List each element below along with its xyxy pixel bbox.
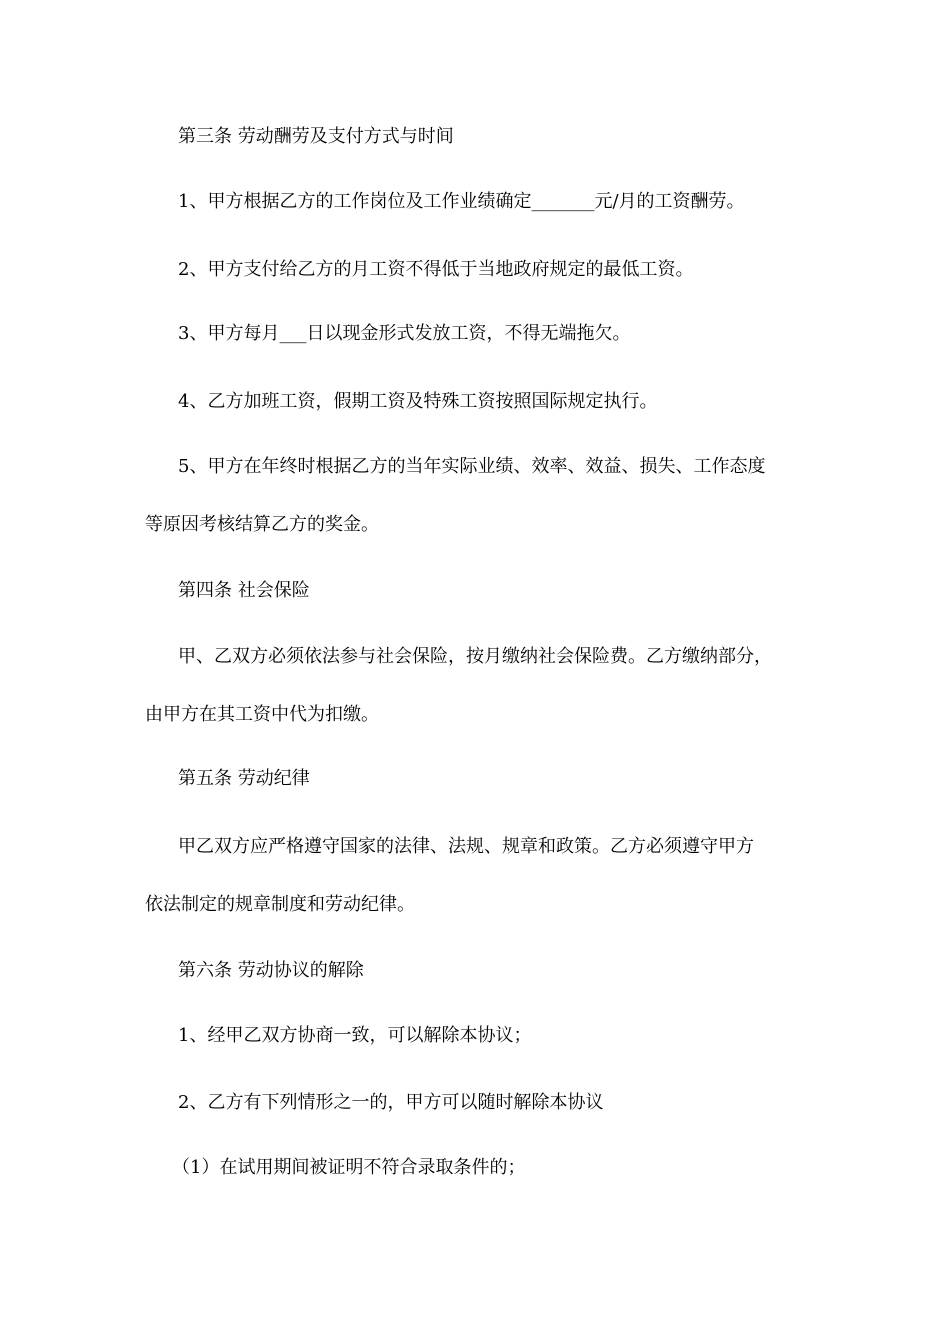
article-5-line-2: 依法制定的规章制度和劳动纪律。 bbox=[145, 894, 415, 915]
article-3-item-5-line-1: 5、甲方在年终时根据乙方的当年实际业绩、效率、效益、损失、工作态度 bbox=[178, 456, 766, 477]
article-4-line-2: 由甲方在其工资中代为扣缴。 bbox=[145, 704, 379, 725]
article-3-item-4: 4、乙方加班工资，假期工资及特殊工资按照国际规定执行。 bbox=[178, 391, 658, 412]
article-6-sub-item-1: （1）在试用期间被证明不符合录取条件的； bbox=[172, 1157, 526, 1178]
article-3-item-2: 2、甲方支付给乙方的月工资不得低于当地政府规定的最低工资。 bbox=[178, 259, 694, 280]
article-6-item-2: 2、乙方有下列情形之一的，甲方可以随时解除本协议 bbox=[178, 1092, 604, 1113]
article-4-line-1: 甲、乙双方必须依法参与社会保险，按月缴纳社会保险费。乙方缴纳部分， bbox=[178, 646, 772, 667]
article-5-heading: 第五条 劳动纪律 bbox=[178, 768, 310, 789]
article-3-heading: 第三条 劳动酬劳及支付方式与时间 bbox=[178, 126, 454, 147]
article-5-line-1: 甲乙双方应严格遵守国家的法律、法规、规章和政策。乙方必须遵守甲方 bbox=[178, 836, 754, 857]
article-3-item-3: 3、甲方每月___日以现金形式发放工资，不得无端拖欠。 bbox=[178, 323, 631, 344]
article-3-item-1: 1、甲方根据乙方的工作岗位及工作业绩确定_______元/月的工资酬劳。 bbox=[178, 191, 745, 212]
article-6-item-1: 1、经甲乙双方协商一致，可以解除本协议； bbox=[178, 1025, 532, 1046]
article-6-heading: 第六条 劳动协议的解除 bbox=[178, 960, 364, 981]
article-3-item-5-line-2: 等原因考核结算乙方的奖金。 bbox=[145, 514, 379, 535]
article-4-heading: 第四条 社会保险 bbox=[178, 580, 310, 601]
